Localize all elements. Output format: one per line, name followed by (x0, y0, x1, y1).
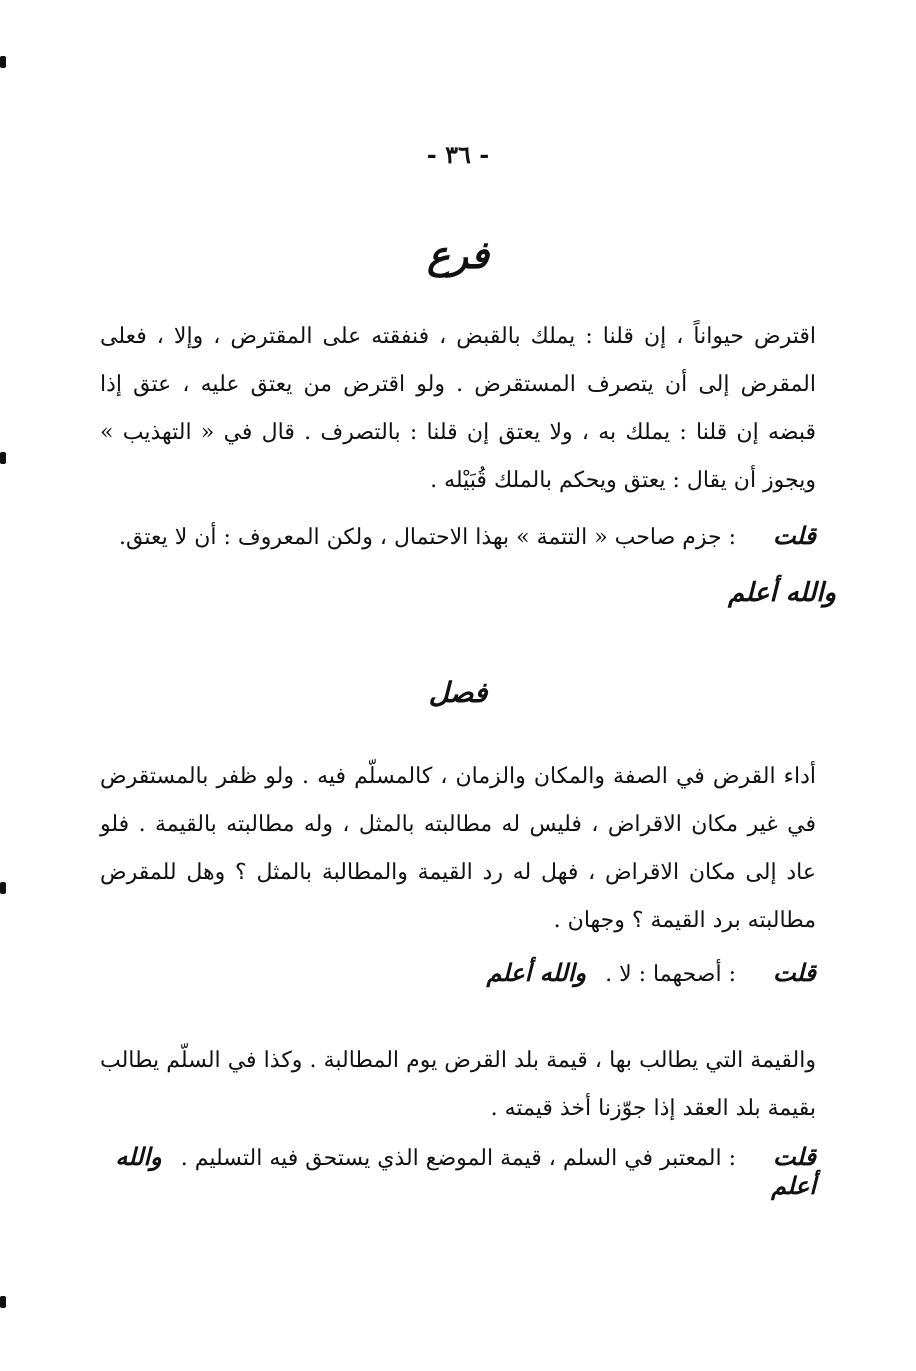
scan-edge-mark (0, 1296, 6, 1308)
section-heading-far3: فرع (427, 232, 489, 277)
qult-text: : أصحهما : لا . (605, 962, 737, 987)
closing-formula: والله أعلم (115, 1142, 816, 1200)
scan-edge-mark (0, 452, 6, 464)
paragraph-value-claim: والقيمة التي يطالب بها ، قيمة بلد القرض يوم المطالبة . وكذا في السلّم يطالب بقيمة بلد العقد إذا جوّزنا أخذ قيمته . (100, 1048, 816, 1121)
closing-formula: والله أعلم (728, 578, 836, 608)
scan-edge-mark (0, 56, 6, 68)
closing-formula: والله أعلم (486, 958, 587, 987)
section-heading-fasl: فصل (428, 676, 488, 709)
qult-label: قلت (773, 521, 816, 550)
qult-note-1 (100, 521, 816, 550)
qult-label: قلت (773, 958, 816, 987)
page-number: - ٣٦ - (426, 140, 490, 169)
qult-note-2 (100, 958, 816, 987)
paragraph-loan-animal: اقترض حيواناً ، إن قلنا : يملك بالقبض ، فنفقته على المقترض ، وإلا ، فعلى المقرض إلى أن يتصرف المستقرض . ولو اقترض من يعتق عليه ، عتق إذا قبضه إن قلنا : يملك به ، ولا يعتق إن قلنا : بالتصرف . قال في « التهذيب » ويجوز أن يقال : يعتق ويحكم بالملك قُبَيْله . (100, 324, 816, 493)
qult-text: : المعتبر في السلم ، قيمة الموضع الذي يستحق فيه التسليم . (180, 1146, 737, 1171)
qult-text: : جزم صاحب « التتمة » بهذا الاحتمال ، ولكن المعروف : أن لا يعتق. (119, 525, 737, 550)
scan-edge-mark (0, 882, 6, 894)
qult-label: قلت (773, 1142, 816, 1171)
qult-note-3 (100, 1142, 816, 1200)
paragraph-loan-repayment: أداء القرض في الصفة والمكان والزمان ، كالمسلّم فيه . ولو ظفر بالمستقرض في غير مكان الاقراض ، فليس له مطالبته بالمثل ، وله مطالبته بالقيمة . فلو عاد إلى مكان الاقراض ، فهل له رد القيمة والمطالبة بالمثل ؟ وهل للمقرض مطالبته برد القيمة ؟ وجهان . (100, 764, 816, 933)
